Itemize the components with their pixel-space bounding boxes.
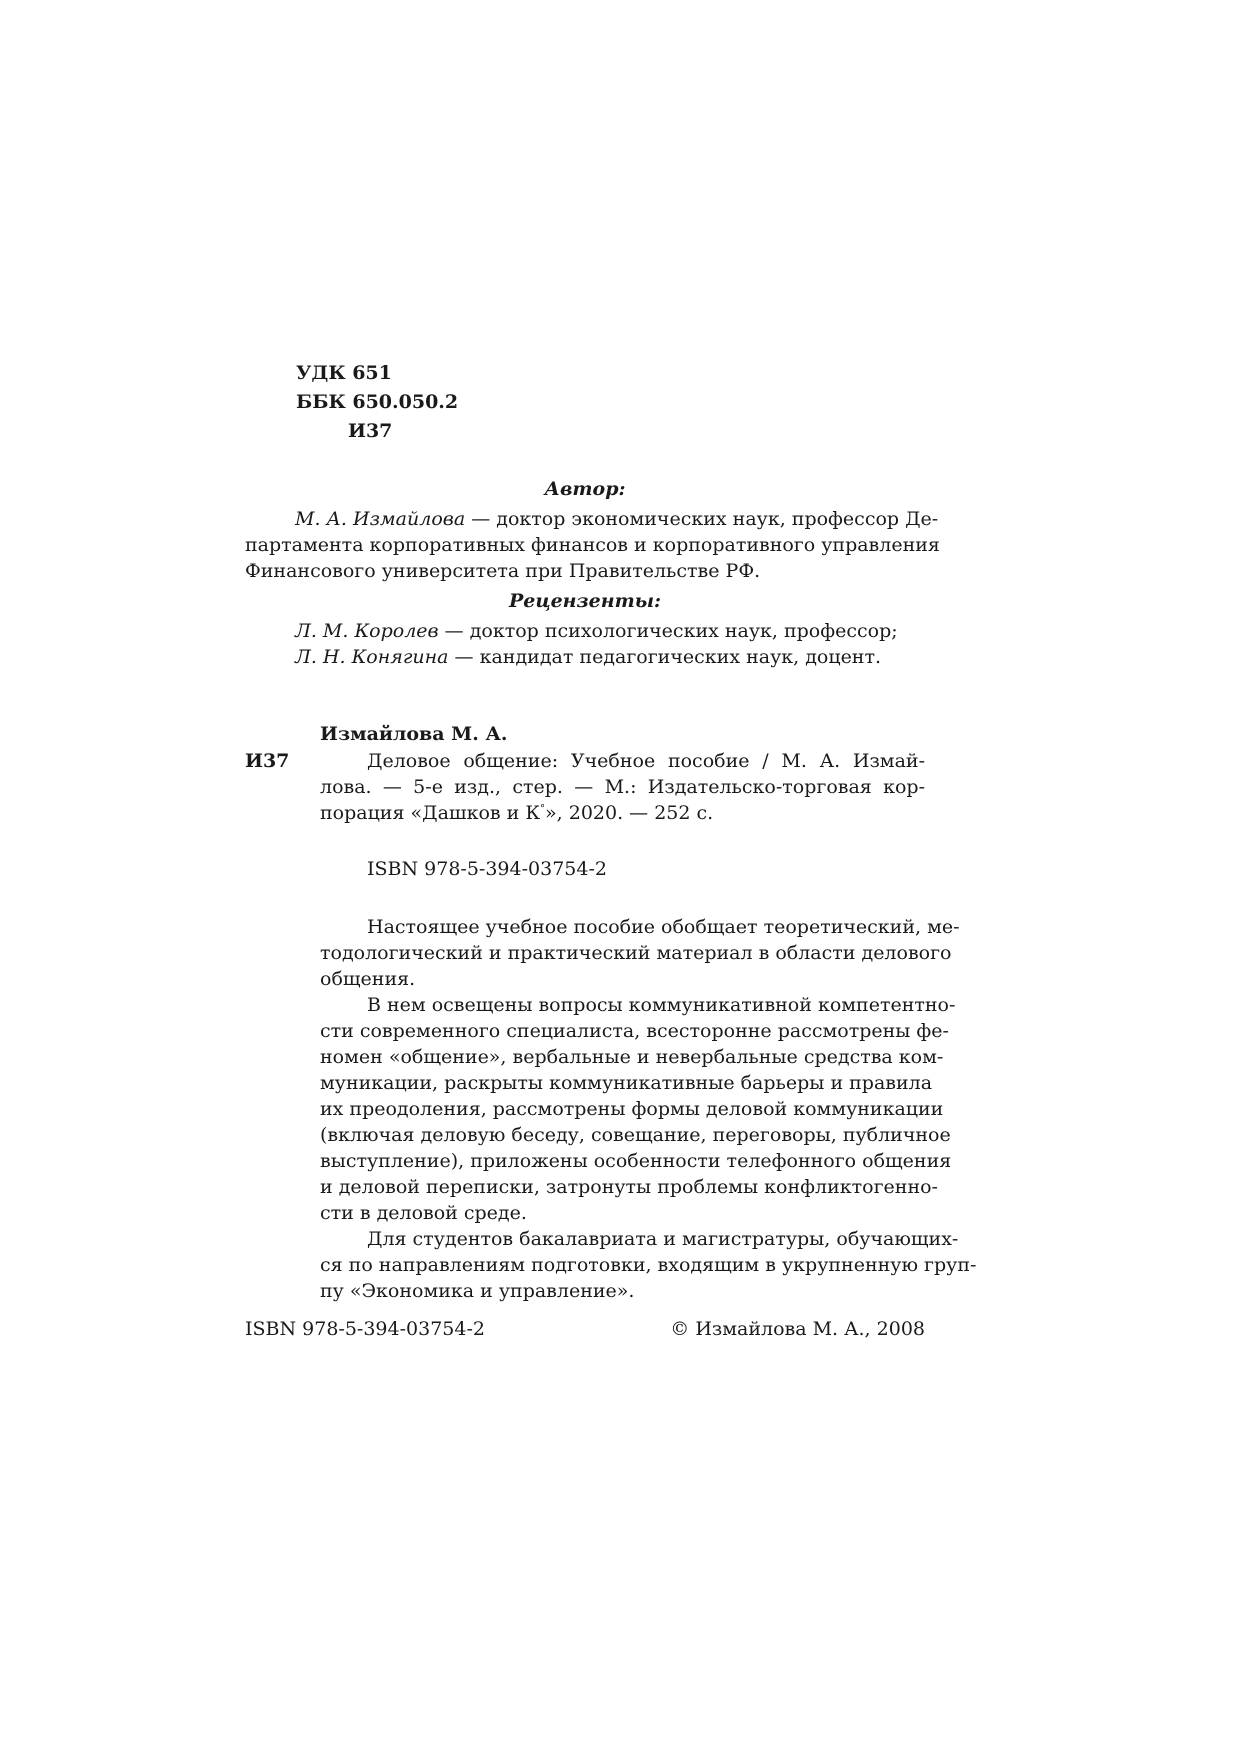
annotation-line: сти в деловой среде. <box>320 1202 527 1224</box>
author-block <box>245 478 940 582</box>
bibliography-description <box>320 750 925 830</box>
author-name: М. А. Измайлова <box>295 508 466 530</box>
annotation-line: ся по направлениям подготовки, входящим в укрупненную груп- <box>320 1254 977 1276</box>
annotation-line: номен «общение», вербальные и невербальные средства ком- <box>320 1046 944 1068</box>
annotation-line: Для студентов бакалавриата и магистратуры, обучающих- <box>367 1228 959 1250</box>
author-sign-code: И37 <box>348 420 393 442</box>
bibliography-isbn: ISBN 978-5-394-03754-2 <box>367 858 607 880</box>
annotation-line: выступление), приложены особенности телефонного общения <box>320 1150 952 1172</box>
author-line-2: партамента корпоративных финансов и корпоративного управления <box>245 534 940 556</box>
footer-isbn: ISBN 978-5-394-03754-2 <box>245 1318 485 1340</box>
annotation-line: Настоящее учебное пособие обобщает теоретический, ме- <box>367 916 960 938</box>
degree-mark: ° <box>540 803 546 815</box>
bibliography-margin-code: И37 <box>245 750 290 772</box>
annotation-line: (включая деловую беседу, совещание, переговоры, публичное <box>320 1124 951 1146</box>
annotation-line: их преодоления, рассмотрены формы деловой коммуникации <box>320 1098 944 1120</box>
annotation-line: пу «Экономика и управление». <box>320 1280 635 1302</box>
annotation-line: общения. <box>320 968 416 990</box>
bbk-code: ББК 650.050.2 <box>296 391 459 413</box>
reviewer-name: Л. М. Королев <box>295 620 439 642</box>
copyright-notice: © Измайлова М. А., 2008 <box>670 1318 925 1340</box>
annotation <box>320 916 977 1302</box>
author-line-1-rest: — доктор экономических наук, профессор Де- <box>465 508 939 530</box>
author-heading: Автор: <box>544 478 626 500</box>
annotation-line: сти современного специалиста, всесторонне рассмотрены фе- <box>320 1020 949 1042</box>
author-line-3: Финансового университета при Правительстве РФ. <box>245 560 761 582</box>
reviewers-heading: Рецензенты: <box>508 590 662 612</box>
bibliography-line-3 <box>320 802 713 824</box>
udk-code: УДК 651 <box>296 362 392 384</box>
reviewer-item <box>295 646 881 668</box>
author-line-1 <box>295 508 939 530</box>
reviewers-block <box>245 590 925 670</box>
bibliography-line-2: лова. — 5-е изд., стер. — М.: Издательско-торговая кор- <box>320 776 925 798</box>
annotation-line: тодологический и практический материал в области делового <box>320 942 952 964</box>
annotation-line: муникации, раскрыты коммуникативные барьеры и правила <box>320 1072 933 1094</box>
bibliography-line-3-end: », 2020. — 252 с. <box>545 802 714 824</box>
bibliography-line-1: Деловое общение: Учебное пособие / М. А. Измай- <box>367 750 925 772</box>
annotation-line: В нем освещены вопросы коммуникативной компетентно- <box>367 994 956 1016</box>
bibliography-author-heading: Измайлова М. А. <box>320 723 508 745</box>
reviewer-item <box>295 620 898 642</box>
reviewer-name: Л. Н. Конягина <box>295 646 449 668</box>
reviewer-description: — доктор психологических наук, профессор; <box>438 620 898 642</box>
bibliography-line-3-start: порация «Дашков и К <box>320 802 541 824</box>
reviewer-description: — кандидат педагогических наук, доцент. <box>448 646 882 668</box>
annotation-line: и деловой переписки, затронуты проблемы конфликтогенно- <box>320 1176 938 1198</box>
